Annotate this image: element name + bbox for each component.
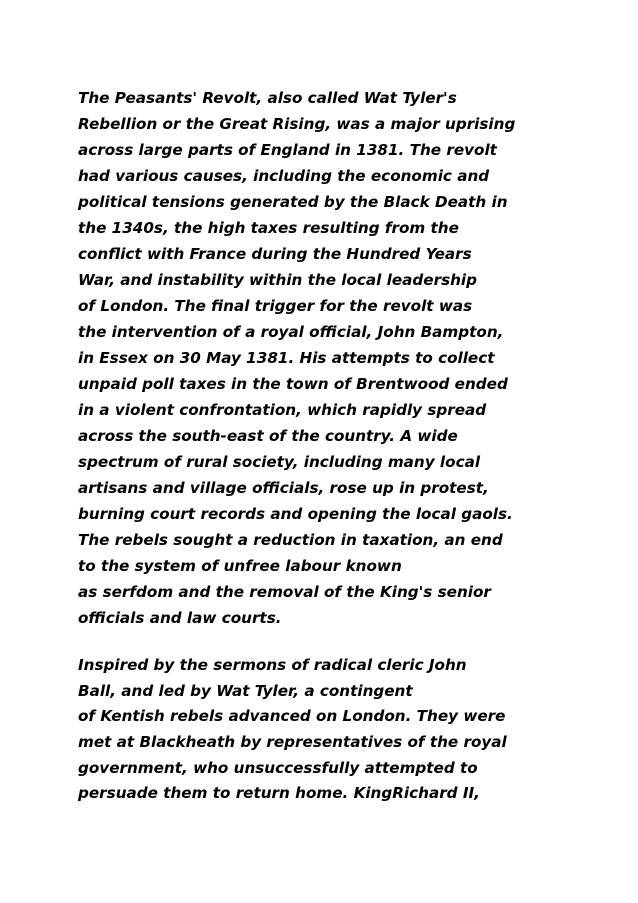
text-line: unpaid poll taxes in the town of Brentwood ended [78, 375, 508, 393]
text-line: conflict with France during the Hundred Years [78, 245, 472, 263]
text-line: in a violent confrontation, which rapidly spread [78, 401, 487, 419]
text-line: met at Blackheath by representatives of the royal [78, 733, 507, 752]
paragraph-1 [78, 85, 578, 631]
text-line: had various causes, including the economic and [78, 167, 490, 185]
text-line: Rebellion or the Great Rising, was a major uprising [78, 115, 516, 133]
text-line: The Peasants' Revolt, also called Wat Tyler's [78, 89, 457, 107]
text-line: the intervention of a royal official, John Bampton, [78, 323, 504, 341]
text-line: across large parts of England in 1381. The revolt [78, 141, 497, 159]
text-line: in Essex on 30 May 1381. His attempts to collect [78, 349, 495, 367]
text-line: across the south-east of the country. A wide [78, 427, 458, 445]
text-line: Inspired by the sermons of radical cleric John [78, 656, 467, 674]
text-line: to the system of unfree labour known [78, 557, 402, 575]
text-line: political tensions generated by the Black Death in [78, 193, 508, 211]
text-line: spectrum of rural society, including many local [78, 453, 481, 471]
text-line: persuade them to return home. KingRichard II, [78, 784, 480, 803]
text-line: artisans and village officials, rose up in protest, [78, 479, 489, 497]
paragraph-2 [78, 653, 578, 807]
text-line: government, who unsuccessfully attempted to [78, 758, 478, 777]
text-line: officials and law courts. [78, 609, 282, 627]
text-line: The rebels sought a reduction in taxation, an end [78, 531, 503, 549]
text-line: War, and instability within the local leadership [78, 271, 478, 289]
text-line: burning court records and opening the local gaols. [78, 505, 513, 523]
text-line: of Kentish rebels advanced on London. They were [78, 707, 506, 726]
text-line: Ball, and led by Wat Tyler, a contingent [78, 681, 413, 700]
text-line: the 1340s, the high taxes resulting from the [78, 219, 459, 237]
text-line: as serfdom and the removal of the King's senior [78, 583, 491, 601]
text-line: of London. The final trigger for the revolt was [78, 297, 473, 315]
